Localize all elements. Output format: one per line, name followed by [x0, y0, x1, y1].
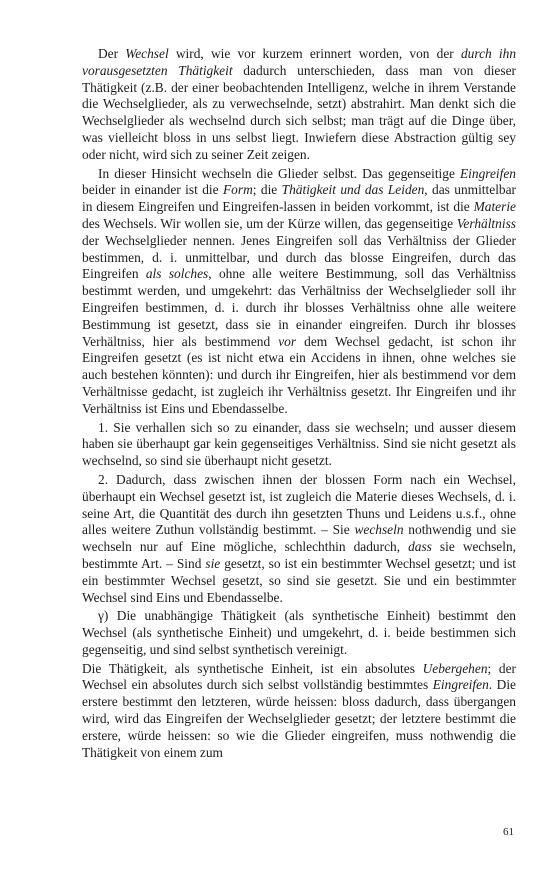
paragraph	[82, 46, 516, 164]
text-run: 1. Sie verhallen sich so zu einander, dass sie wechseln; und ausser diesem haben sie überhaupt gar kein gegenseitiges Verhältniss. Sind sie nicht gesetzt als wechselnd, so sind sie überhaupt nicht gesetzt.	[82, 419, 516, 469]
text-run: , ohne alle weitere Bestimmung, soll das Verhältniss bestimmt werden, und umgekehrt: das Verhältniss der Wechselglieder soll ihr Eingreifen bestimmen, d. i. durch ihr blosses Verhältniss ohne alle weitere Bestimmung ist gesetzt, dass sie in einander eingreifen. Durch ihr blosses Verhältniss, hier als bestimmend	[82, 266, 516, 349]
text-run: , das unmittelbar in diesem Eingreifen und Eingreifen-lassen in beiden vorkommt, ist die	[82, 182, 517, 215]
italic-run: Wechsel	[125, 46, 169, 61]
paragraph	[82, 608, 516, 658]
page-number: 61	[503, 826, 514, 838]
italic-run: als solches	[145, 266, 209, 282]
text-run: der Wechselglieder nennen. Jenes Eingreifen soll das Verhältniss der Glieder bestimmen, d. i. unmittelbar, und durch das blosse Eingreifen, durch das Eingreifen	[82, 232, 516, 282]
italic-run: dass	[408, 539, 432, 555]
text-run: Der	[98, 46, 126, 61]
italic-run: wechseln	[354, 522, 404, 538]
text-run: ; der Wechsel ein absolutes durch sich selbst vollständig bestimmtes	[82, 660, 516, 693]
italic-run: vor	[278, 333, 297, 349]
text-run: sie wechseln, bestimmte Art. – Sind	[82, 539, 516, 571]
paragraph	[82, 166, 516, 418]
page-body	[82, 46, 516, 763]
text-run: gesetzt, so ist ein bestimmter Wechsel gesetzt; und ist ein bestimmter Wechsel gesetzt, so sind sie gesetzt. Sie und ein bestimmter Wechsel sind Eins und Ebendasselbe.	[82, 555, 517, 605]
text-run: . Die erstere bestimmt den letzteren, würde heissen: bloss dadurch, dass übergangen wird, wird das Eingreifen der Wechselglieder gesetzt; der letztere bestimmt die erstere, würde heissen: so wie die Glieder eingreifen, muss nothwendig die Thätigkeit von einem zum	[82, 677, 517, 760]
text-run: ; die	[252, 182, 282, 198]
italic-run: Eingreifen	[459, 165, 516, 181]
paragraph	[82, 472, 516, 606]
text-run: wird, wie vor kurzem erinnert worden, von der	[168, 46, 461, 61]
text-run: beider in einander ist die	[82, 182, 223, 198]
italic-run: Eingreifen	[432, 677, 489, 693]
text-run: 2. Dadurch, dass zwischen ihnen der blossen Form nach ein Wechsel, überhaupt ein Wechsel gesetzt ist, ist zugleich die Materie dieses Wechsels, d. i. seine Art, die Quantität des durch ihn gesetzten Thuns und Leidens u.s.f., ohne alles weitere Zuthun vollständig bestimmt. – Sie	[82, 471, 516, 538]
text-run: In dieser Hinsicht wechseln die Glieder selbst. Das gegenseitige	[98, 165, 460, 181]
italic-run: Verhältniss	[456, 215, 516, 231]
italic-run: Uebergehen	[422, 660, 488, 676]
italic-run: Materie	[473, 199, 516, 215]
text-run: dadurch unterschieden, dass man von dieser Thätigkeit (z.B. der einer beobachtenden Intelligenz, welche in ihrem Verstande die Wechselglieder, als zu verwechselnde, setzt) abstrahirt. Man denkt sich die Wechselglieder als wechselnd durch sich selbst; man trägt auf die Dinge über, was vielleicht bloss in uns selbst liegt. Inwiefern diese Abstraction gültig sey oder nicht, wird sich zu seiner Zeit zeigen.	[82, 62, 516, 162]
text-run: nothwendig und sie wechseln nur auf Eine mögliche, schlechthin dadurch,	[82, 522, 517, 555]
text-run: des Wechsels. Wir wollen sie, um der Kürze willen, das gegenseitige	[82, 215, 457, 231]
italic-run: durch ihn vorausgesetzten Thätigkeit	[82, 46, 517, 78]
text-run: dem Wechsel gedacht, ist schon ihr Eingreifen gesetzt (es ist nicht etwa ein Accidens in ihnen, ohne welches sie auch bestehen könnten): und durch ihr Eingreifen, hier als bestimmend vor dem Verhältnisse gedacht, ist zugleich ihr Verhältniss gesetzt. Ihr Eingreifen und ihr Verhältniss ist Eins und Ebendasselbe.	[82, 333, 516, 416]
italic-run: Thätigkeit und das Leiden	[281, 182, 425, 198]
text-run: Die Thätigkeit, als synthetische Einheit, ist ein absolutes	[82, 660, 423, 676]
paragraph	[82, 420, 516, 470]
paragraph	[82, 661, 516, 762]
italic-run: sie	[205, 555, 221, 571]
text-run: γ) Die unabhängige Thätigkeit (als synthetische Einheit) bestimmt den Wechsel (als synthetische Einheit) und umgekehrt, d. i. beide bestimmen sich gegenseitig, und sind selbst synthetisch vereinigt.	[82, 608, 516, 657]
italic-run: Form	[222, 182, 253, 198]
